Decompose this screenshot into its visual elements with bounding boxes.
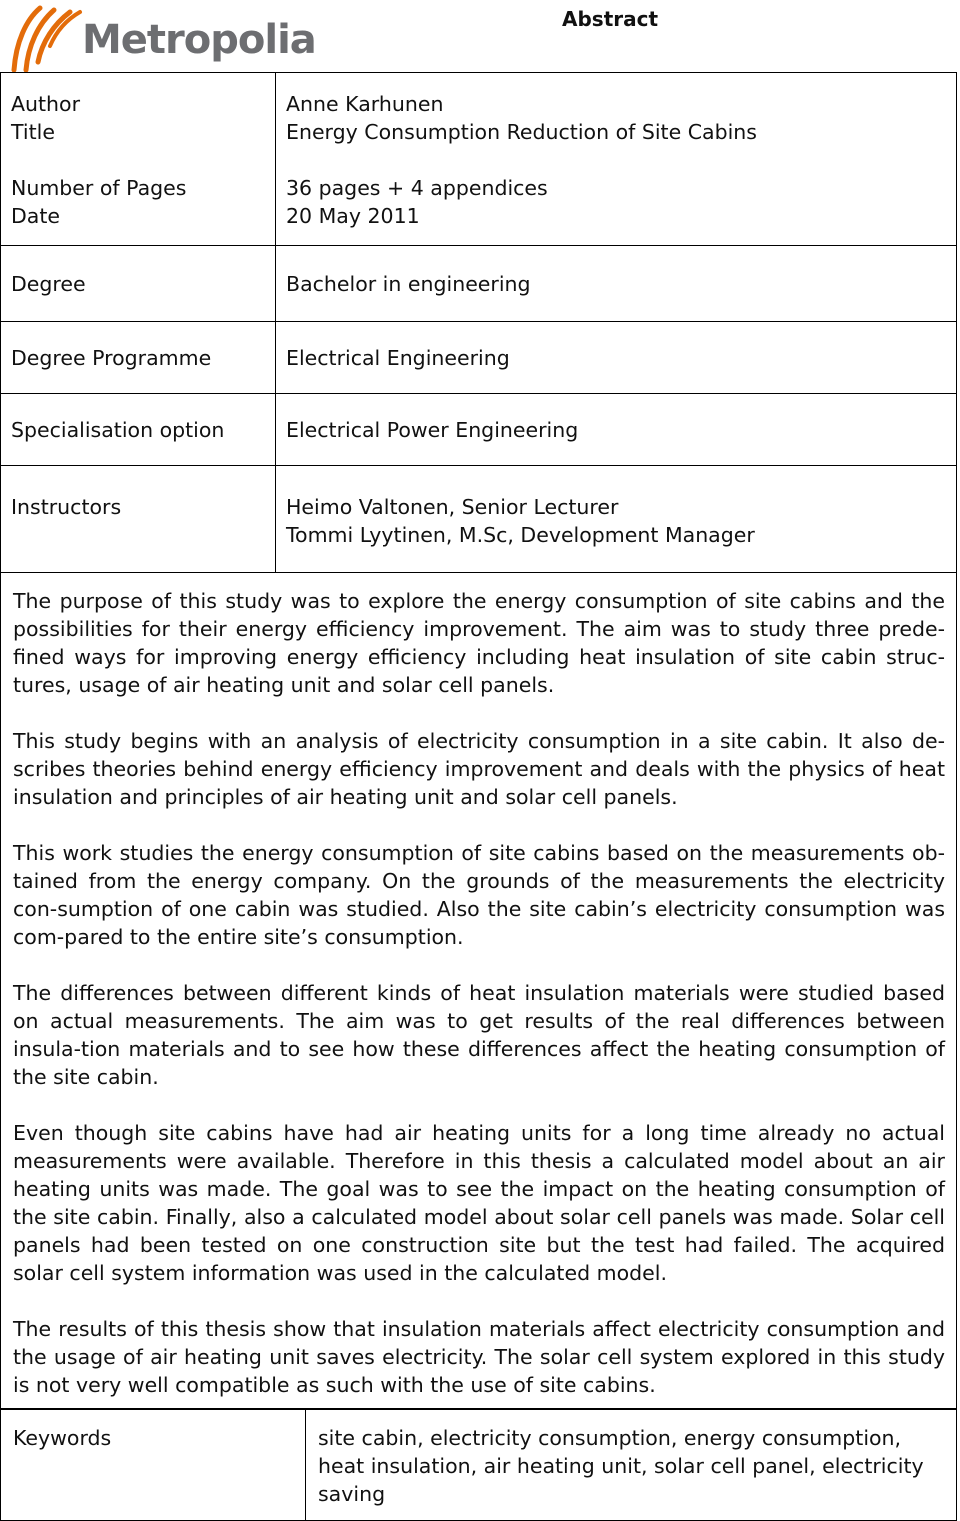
date-value: 20 May 2011 <box>286 204 420 228</box>
title-label: Title <box>11 120 55 144</box>
specialisation-label: Specialisation option <box>1 394 276 466</box>
pages-value: 36 pages + 4 appendices <box>286 176 548 200</box>
info-labels-cell <box>1 73 276 246</box>
programme-value: Electrical Engineering <box>276 322 957 394</box>
instructor-2: Tommi Lyytinen, M.Sc, Development Manager <box>286 523 755 547</box>
abstract-paragraph-1: The purpose of this study was to explore the energy consumption of site cabins and the possibilities for their energy efficiency improvement. The aim was to study three prede-fined ways for improving energy efficiency including heat insulation of site cabin struc-tures, usage of air heating unit and solar cell panels. <box>13 589 945 697</box>
keywords-value: site cabin, electricity consumption, energy consumption, heat insulation, air heating unit, solar cell panel, electricity saving <box>306 1410 957 1521</box>
instructors-label: Instructors <box>1 466 276 573</box>
abstract-paragraph-2: This study begins with an analysis of electricity consumption in a site cabin. It also de-scribes theories behind energy efficiency improvement and deals with the physics of heat insulation and principles of air heating unit and solar cell panels. <box>13 729 945 809</box>
abstract-paragraph-4: The differences between different kinds of heat insulation materials were studied based on actual measurements. The aim was to get results of the real differences between insula-tion materials and to see how these differences affect the heating consumption of the site cabin. <box>13 981 945 1089</box>
abstract-paragraph-5: Even though site cabins have had air heating units for a long time already no actual measurements were available. Therefore in this thesis a calculated model about an air heating units was made. The goal was to see the impact on the heating consumption of the site cabin. Finally, also a calculated model about solar cell panels was made. Solar cell panels had been tested on one construction site but the test had failed. The acquired solar cell system information was used in the calculated model. <box>13 1121 945 1285</box>
degree-value: Bachelor in engineering <box>276 246 957 322</box>
abstract-paragraph-3: This work studies the energy consumption of site cabins based on the measurements ob-tained from the energy company. On the grounds of the measurements the electricity con-sumption of one cabin was studied. Also the site cabin’s electricity consumption was com-pared to the entire site’s consumption. <box>13 841 945 949</box>
pages-label: Number of Pages <box>11 176 187 200</box>
instructors-values-cell <box>276 466 957 573</box>
author-label: Author <box>11 92 81 116</box>
keywords-table <box>0 1409 957 1521</box>
title-value: Energy Consumption Reduction of Site Cabins <box>286 120 757 144</box>
thesis-info-table <box>0 72 957 573</box>
abstract-paragraph-6: The results of this thesis show that insulation materials affect electricity consumption and the usage of air heating unit saves electricity. The solar cell system explored in this study is not very well compatible as such with the use of site cabins. <box>13 1317 945 1397</box>
logo-wordmark: Metropolia <box>82 17 316 63</box>
abstract-body <box>0 572 957 1409</box>
author-value: Anne Karhunen <box>286 92 444 116</box>
specialisation-value: Electrical Power Engineering <box>276 394 957 466</box>
instructor-1: Heimo Valtonen, Senior Lecturer <box>286 495 619 519</box>
degree-label: Degree <box>1 246 276 322</box>
abstract-heading: Abstract <box>562 7 659 31</box>
logo-flame-icon <box>6 2 86 72</box>
metropolia-logo <box>6 2 326 72</box>
date-label: Date <box>11 204 60 228</box>
keywords-label: Keywords <box>1 1410 306 1521</box>
programme-label: Degree Programme <box>1 322 276 394</box>
info-values-cell <box>276 73 957 246</box>
